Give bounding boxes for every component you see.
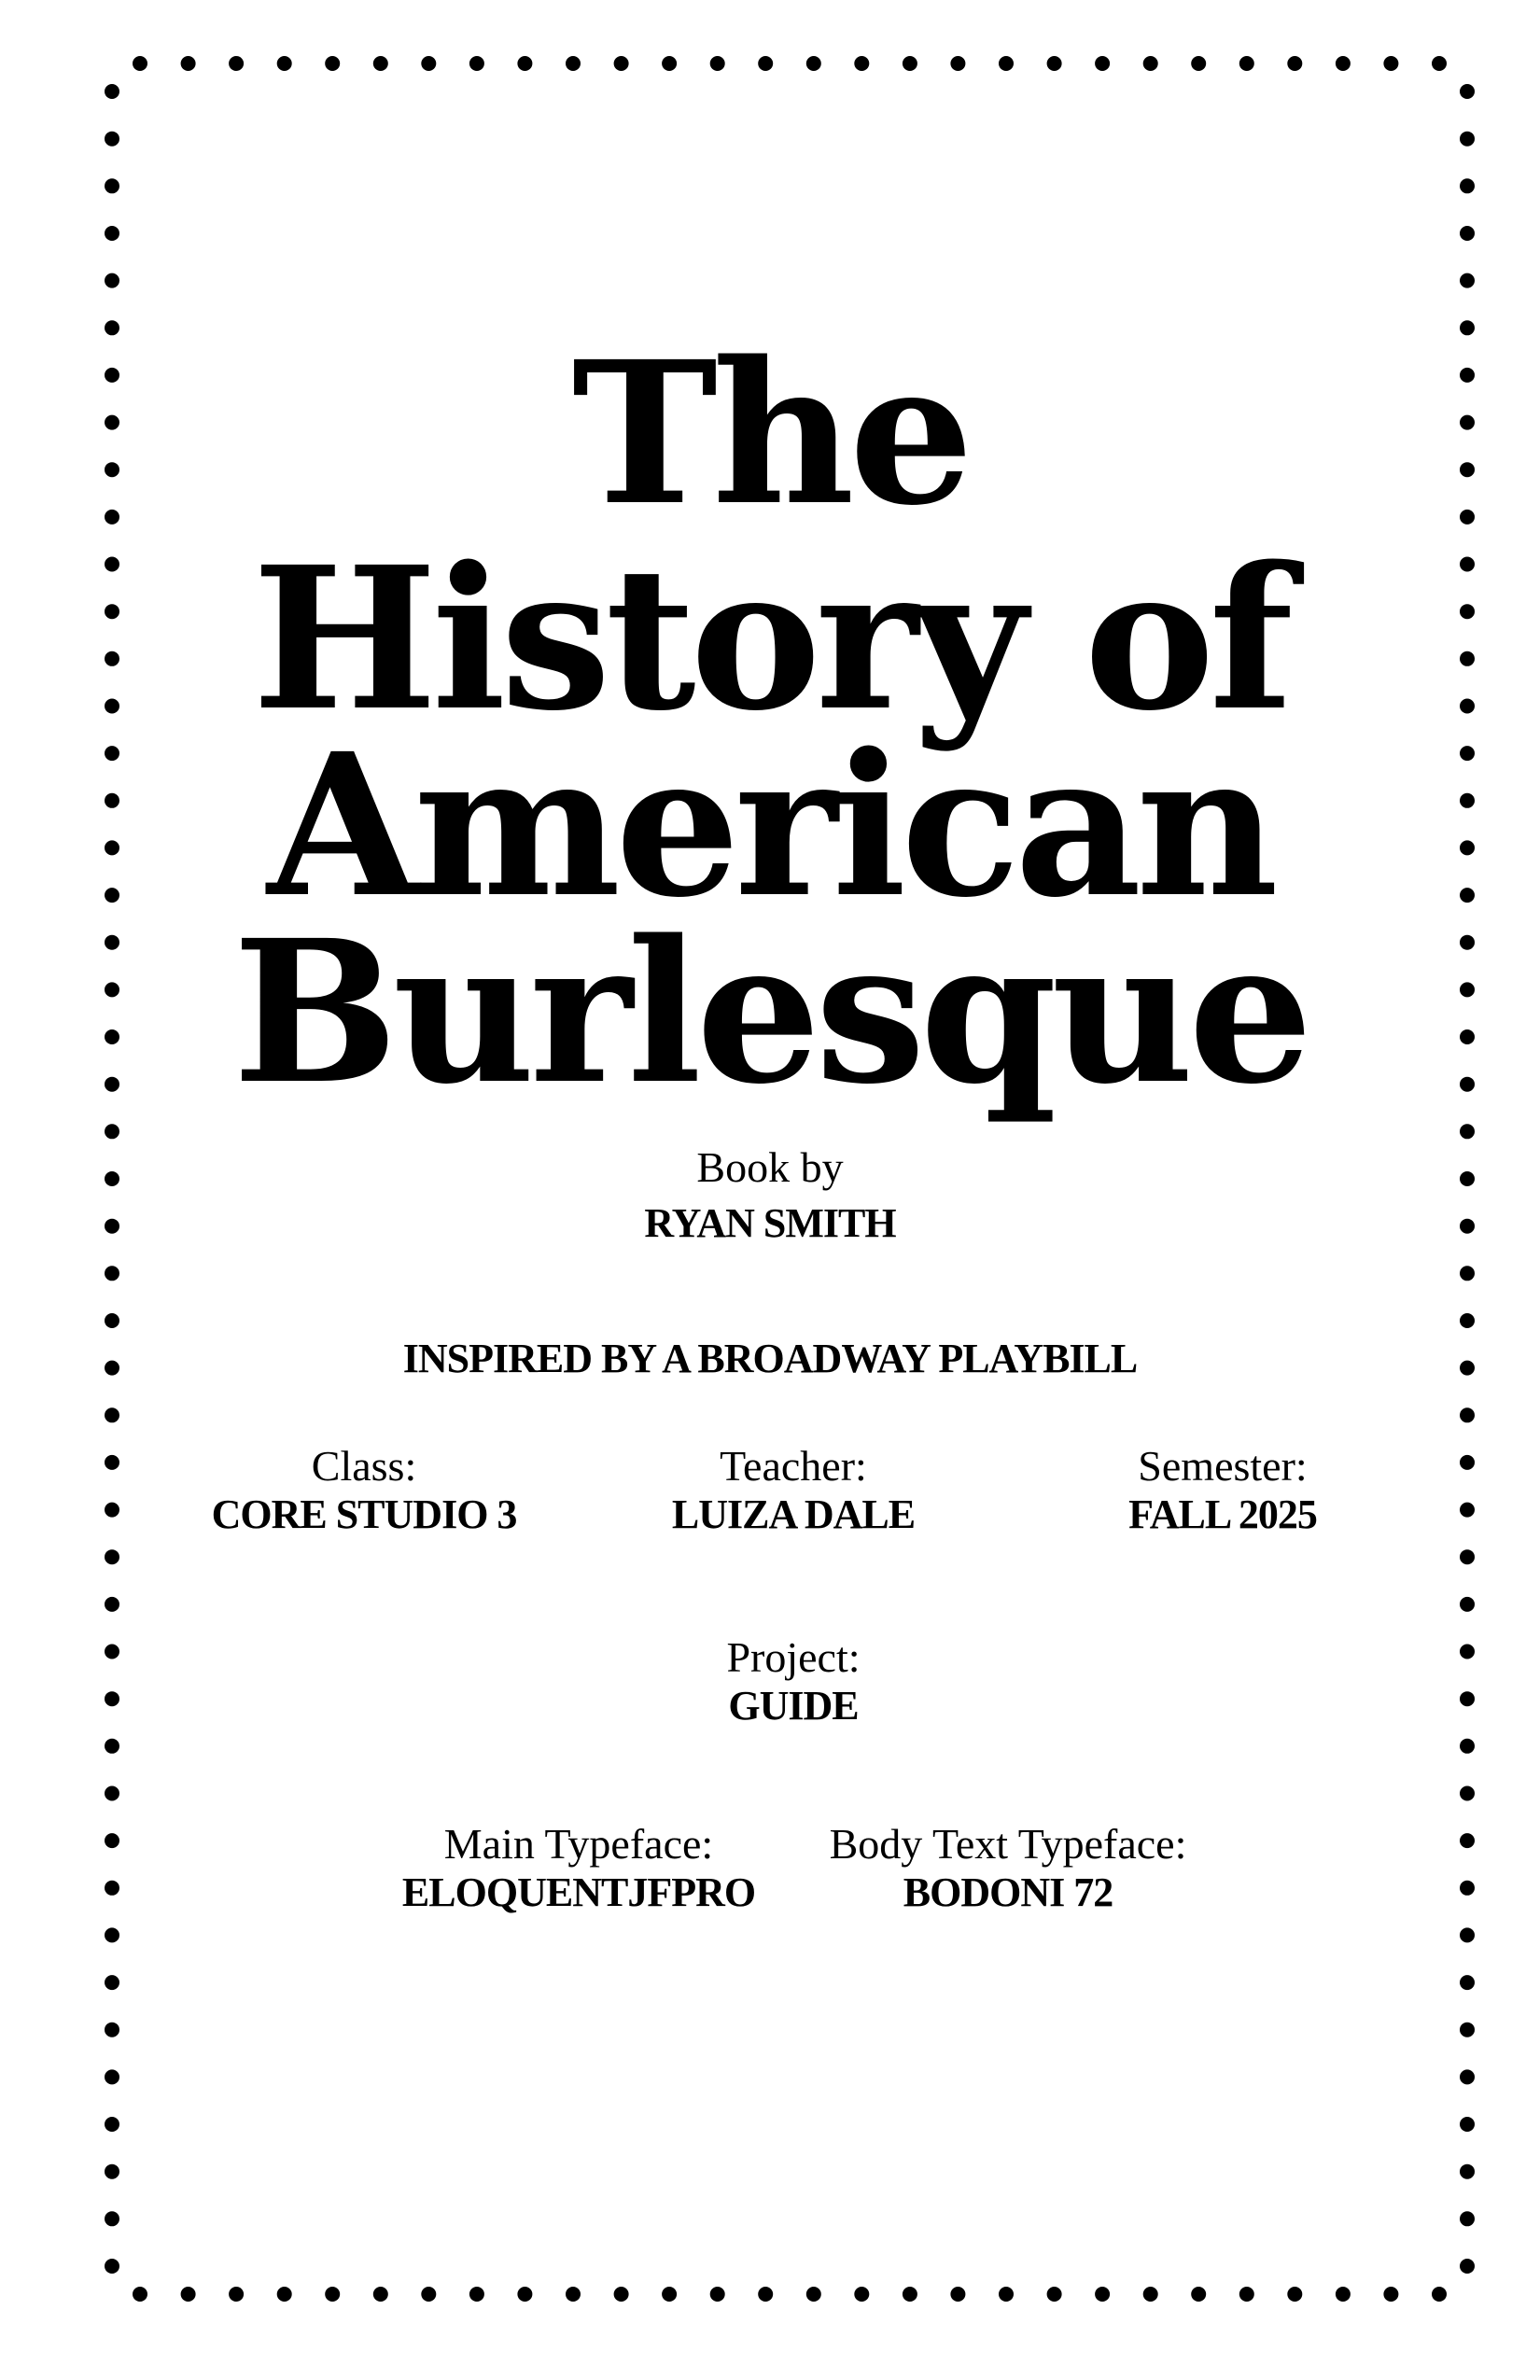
border-dot <box>1460 1645 1475 1659</box>
semester-block <box>989 1442 1456 1539</box>
border-dot <box>854 56 869 71</box>
border-dot <box>277 56 292 71</box>
border-dot <box>1047 56 1062 71</box>
border-dot <box>1239 2287 1254 2302</box>
title-line-4: Burlesque <box>232 897 1308 1127</box>
border-dot <box>133 56 147 71</box>
border-dot <box>1460 132 1475 147</box>
border-dot <box>1460 1549 1475 1564</box>
main-typeface-value: ELOQUENTJFPRO <box>401 1869 756 1915</box>
border-dot <box>1287 2287 1302 2302</box>
border-dot <box>105 2117 119 2132</box>
border-dot <box>903 56 917 71</box>
body-typeface-value: BODONI 72 <box>903 1869 1113 1915</box>
border-dot <box>105 1503 119 1518</box>
border-dot <box>903 2287 917 2302</box>
border-dot <box>277 2287 292 2302</box>
border-dot <box>229 2287 244 2302</box>
border-dot <box>1460 2259 1475 2274</box>
border-dot <box>758 2287 773 2302</box>
border-dot <box>469 2287 484 2302</box>
border-dot <box>1460 2117 1475 2132</box>
border-dot <box>1460 2069 1475 2084</box>
border-dot <box>1460 1739 1475 1754</box>
border-dot <box>105 1786 119 1801</box>
border-dot <box>662 2287 677 2302</box>
title-line-1: The <box>571 318 969 549</box>
border-dot <box>105 1313 119 1328</box>
teacher-block <box>560 1442 1027 1539</box>
inspired-line: INSPIRED BY A BROADWAY PLAYBILL <box>402 1336 1138 1381</box>
border-dot <box>710 56 725 71</box>
border-dot <box>1460 320 1475 335</box>
border-dot <box>105 1124 119 1139</box>
border-dot <box>105 1549 119 1564</box>
teacher-value: LUIZA DALE <box>671 1491 916 1537</box>
border-dot <box>1239 56 1254 71</box>
border-dot <box>1460 1597 1475 1612</box>
border-dot <box>105 226 119 241</box>
border-dot <box>1460 226 1475 241</box>
border-dot <box>421 2287 436 2302</box>
border-dot <box>566 2287 581 2302</box>
border-dot <box>1460 1455 1475 1470</box>
teacher-label: Teacher: <box>720 1442 867 1490</box>
border-dot <box>1460 1975 1475 1990</box>
border-dot <box>373 56 388 71</box>
border-dot <box>421 56 436 71</box>
border-dot <box>325 56 340 71</box>
border-dot <box>614 2287 629 2302</box>
border-dot <box>1336 56 1351 71</box>
border-dot <box>710 2287 725 2302</box>
border-dot <box>1460 1313 1475 1328</box>
border-dot <box>1383 56 1398 71</box>
border-dot <box>1460 1786 1475 1801</box>
border-dot <box>1191 56 1206 71</box>
border-dot <box>806 56 821 71</box>
border-dot <box>950 2287 965 2302</box>
border-dot <box>105 1597 119 1612</box>
border-dot <box>758 56 773 71</box>
border-dot <box>105 2069 119 2084</box>
border-dot <box>950 56 965 71</box>
border-dot <box>1460 1691 1475 1706</box>
border-dot <box>105 178 119 193</box>
border-dot <box>1460 1124 1475 1139</box>
border-dot <box>999 2287 1014 2302</box>
border-dot <box>1460 2164 1475 2179</box>
border-dot <box>373 2287 388 2302</box>
border-dot <box>854 2287 869 2302</box>
border-dot <box>1432 2287 1447 2302</box>
border-dot <box>105 1975 119 1990</box>
border-dot <box>662 56 677 71</box>
border-dot <box>105 132 119 147</box>
border-dot <box>1460 2023 1475 2037</box>
book-by-label: Book by <box>696 1143 844 1191</box>
main-typeface-label: Main Typeface: <box>443 1820 714 1868</box>
body-typeface-block <box>765 1820 1251 1917</box>
border-dot <box>105 320 119 335</box>
project-value: GUIDE <box>728 1683 859 1729</box>
class-block <box>131 1442 597 1539</box>
main-typeface-block <box>345 1820 812 1917</box>
class-value: CORE STUDIO 3 <box>211 1491 517 1537</box>
border-dot <box>105 1407 119 1422</box>
class-label: Class: <box>311 1442 417 1490</box>
border-dot <box>1460 84 1475 99</box>
border-dot <box>1191 2287 1206 2302</box>
border-dot <box>105 2211 119 2226</box>
border-dot <box>1287 56 1302 71</box>
border-dot <box>1336 2287 1351 2302</box>
border-dot <box>105 1455 119 1470</box>
border-dot <box>133 2287 147 2302</box>
border-dot <box>806 2287 821 2302</box>
border-dot <box>105 2164 119 2179</box>
semester-label: Semester: <box>1138 1442 1308 1490</box>
border-dot <box>1460 1503 1475 1518</box>
border-dot <box>105 1266 119 1281</box>
border-dot <box>1143 2287 1158 2302</box>
border-dot <box>1460 1833 1475 1848</box>
border-dot <box>1383 2287 1398 2302</box>
border-dot <box>1460 1927 1475 1942</box>
border-dot <box>105 2023 119 2037</box>
border-dot <box>325 2287 340 2302</box>
border-dot <box>1460 273 1475 288</box>
title-line-2: History of <box>252 524 1288 754</box>
border-dot <box>1460 2211 1475 2226</box>
border-dot <box>229 56 244 71</box>
border-dot <box>566 56 581 71</box>
border-dot <box>1095 56 1110 71</box>
border-dot <box>1047 2287 1062 2302</box>
border-dot <box>1095 2287 1110 2302</box>
border-dot <box>181 2287 196 2302</box>
border-dot <box>105 273 119 288</box>
border-dot <box>105 1833 119 1848</box>
semester-value: FALL 2025 <box>1128 1491 1317 1537</box>
border-dot <box>181 56 196 71</box>
border-dot <box>1460 1881 1475 1896</box>
border-dot <box>999 56 1014 71</box>
border-dot <box>517 56 532 71</box>
border-dot <box>1460 1266 1475 1281</box>
project-block <box>537 1633 1050 1730</box>
border-dot <box>105 1691 119 1706</box>
border-dot <box>105 1645 119 1659</box>
border-dot <box>1460 1407 1475 1422</box>
author-name: RYAN SMITH <box>644 1200 896 1246</box>
border-dot <box>1432 56 1447 71</box>
border-dot <box>105 84 119 99</box>
border-dot <box>105 1881 119 1896</box>
border-dot <box>105 1739 119 1754</box>
border-dot <box>614 56 629 71</box>
border-dot <box>469 56 484 71</box>
project-label: Project: <box>726 1633 861 1681</box>
border-dot <box>517 2287 532 2302</box>
border-dot <box>105 2259 119 2274</box>
border-dot <box>105 1927 119 1942</box>
body-typeface-label: Body Text Typeface: <box>829 1820 1187 1868</box>
border-dot <box>1460 178 1475 193</box>
border-dot <box>1143 56 1158 71</box>
title-line-3: American <box>267 710 1273 941</box>
